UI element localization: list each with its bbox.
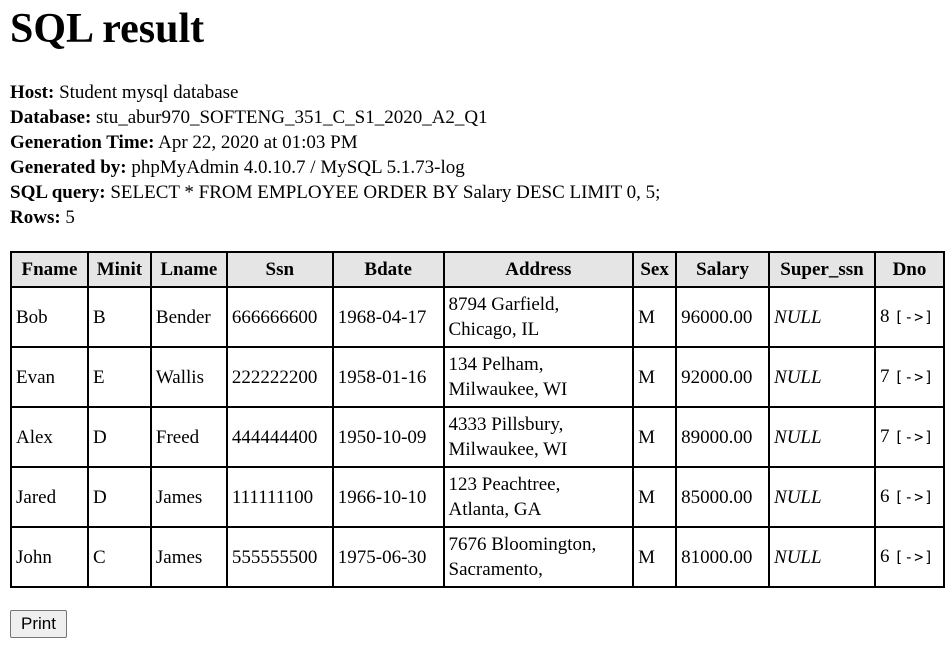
foreign-key-link[interactable]: [->] <box>894 368 935 386</box>
meta-host-label: Host: <box>10 82 55 103</box>
print-button[interactable]: Print <box>10 610 67 638</box>
cell-bdate: 1958-01-16 <box>334 348 445 408</box>
cell-minit: E <box>89 348 152 408</box>
table-row <box>12 468 945 528</box>
cell-sex: M <box>634 348 677 408</box>
dno-value: 7 <box>879 426 890 447</box>
column-header-fname: Fname <box>12 253 89 288</box>
dno-value: 6 <box>879 546 890 567</box>
cell-dno <box>876 348 945 408</box>
foreign-key-link[interactable]: [->] <box>894 428 935 446</box>
address-line-2: Milwaukee, WI <box>448 439 568 460</box>
address-line-1: 134 Pelham, <box>448 354 544 375</box>
cell-lname: Bender <box>152 288 228 348</box>
cell-sex: M <box>634 408 677 468</box>
cell-minit: D <box>89 468 152 528</box>
cell-bdate: 1968-04-17 <box>334 288 445 348</box>
foreign-key-link[interactable]: [->] <box>894 308 935 326</box>
cell-bdate: 1975-06-30 <box>334 528 445 588</box>
cell-bdate: 1966-10-10 <box>334 468 445 528</box>
cell-dno <box>876 468 945 528</box>
cell-fname: John <box>12 528 89 588</box>
cell-lname: James <box>152 468 228 528</box>
meta-host <box>10 80 660 105</box>
meta-sql-query-label: SQL query: <box>10 182 106 203</box>
table-row <box>12 408 945 468</box>
meta-sql-query <box>10 180 660 205</box>
cell-salary: 81000.00 <box>677 528 770 588</box>
dno-value: 7 <box>879 366 890 387</box>
dno-value: 8 <box>879 306 890 327</box>
address-line-1: 123 Peachtree, <box>448 474 561 495</box>
meta-generated-by <box>10 155 660 180</box>
meta-generated-by-value: phpMyAdmin 4.0.10.7 / MySQL 5.1.73-log <box>131 157 465 178</box>
cell-minit: C <box>89 528 152 588</box>
address-line-1: 8794 Garfield, <box>448 294 560 315</box>
meta-database-value: stu_abur970_SOFTENG_351_C_S1_2020_A2_Q1 <box>96 107 488 128</box>
cell-ssn: 444444400 <box>228 408 334 468</box>
address-line-1: 7676 Bloomington, <box>448 534 597 555</box>
address-line-2: Sacramento, <box>448 559 543 580</box>
cell-super-ssn: NULL <box>770 408 876 468</box>
column-header-lname: Lname <box>152 253 228 288</box>
cell-ssn: 555555500 <box>228 528 334 588</box>
foreign-key-link[interactable]: [->] <box>894 488 935 506</box>
cell-salary: 89000.00 <box>677 408 770 468</box>
column-header-address: Address <box>445 253 635 288</box>
cell-super-ssn: NULL <box>770 528 876 588</box>
cell-address <box>445 528 635 588</box>
cell-sex: M <box>634 528 677 588</box>
cell-dno <box>876 288 945 348</box>
column-header-ssn: Ssn <box>228 253 334 288</box>
result-table <box>10 251 945 588</box>
cell-ssn: 222222200 <box>228 348 334 408</box>
cell-salary: 96000.00 <box>677 288 770 348</box>
table-row <box>12 528 945 588</box>
cell-address <box>445 468 635 528</box>
cell-dno <box>876 528 945 588</box>
column-header-sex: Sex <box>634 253 677 288</box>
address-line-2: Atlanta, GA <box>448 499 542 520</box>
meta-rows <box>10 205 660 230</box>
cell-super-ssn: NULL <box>770 288 876 348</box>
cell-super-ssn: NULL <box>770 468 876 528</box>
foreign-key-link[interactable]: [->] <box>894 548 935 566</box>
address-line-2: Milwaukee, WI <box>448 379 568 400</box>
cell-address <box>445 288 635 348</box>
table-row <box>12 348 945 408</box>
cell-lname: Wallis <box>152 348 228 408</box>
cell-minit: B <box>89 288 152 348</box>
column-header-dno: Dno <box>876 253 945 288</box>
table-row <box>12 288 945 348</box>
cell-dno <box>876 408 945 468</box>
cell-ssn: 666666600 <box>228 288 334 348</box>
meta-rows-value: 5 <box>65 207 75 228</box>
page-title: SQL result <box>10 6 205 52</box>
cell-fname: Bob <box>12 288 89 348</box>
cell-super-ssn: NULL <box>770 348 876 408</box>
column-header-bdate: Bdate <box>334 253 445 288</box>
cell-ssn: 111111100 <box>228 468 334 528</box>
meta-generation-time-value: Apr 22, 2020 at 01:03 PM <box>158 132 358 153</box>
table-header-row <box>12 253 945 288</box>
meta-database-label: Database: <box>10 107 92 128</box>
meta-rows-label: Rows: <box>10 207 61 228</box>
cell-bdate: 1950-10-09 <box>334 408 445 468</box>
cell-lname: Freed <box>152 408 228 468</box>
column-header-salary: Salary <box>677 253 770 288</box>
dno-value: 6 <box>879 486 890 507</box>
column-header-minit: Minit <box>89 253 152 288</box>
cell-sex: M <box>634 288 677 348</box>
address-line-2: Chicago, IL <box>448 319 540 340</box>
cell-address <box>445 348 635 408</box>
cell-fname: Evan <box>12 348 89 408</box>
query-metadata <box>10 80 660 230</box>
cell-minit: D <box>89 408 152 468</box>
cell-sex: M <box>634 468 677 528</box>
cell-salary: 92000.00 <box>677 348 770 408</box>
meta-generated-by-label: Generated by: <box>10 157 127 178</box>
cell-salary: 85000.00 <box>677 468 770 528</box>
meta-generation-time-label: Generation Time: <box>10 132 155 153</box>
address-line-1: 4333 Pillsbury, <box>448 414 564 435</box>
cell-lname: James <box>152 528 228 588</box>
column-header-super-ssn: Super_ssn <box>770 253 876 288</box>
meta-host-value: Student mysql database <box>59 82 239 103</box>
meta-generation-time <box>10 130 660 155</box>
meta-sql-query-value: SELECT * FROM EMPLOYEE ORDER BY Salary DESC LIMIT 0, 5; <box>110 182 661 203</box>
cell-address <box>445 408 635 468</box>
cell-fname: Alex <box>12 408 89 468</box>
cell-fname: Jared <box>12 468 89 528</box>
meta-database <box>10 105 660 130</box>
